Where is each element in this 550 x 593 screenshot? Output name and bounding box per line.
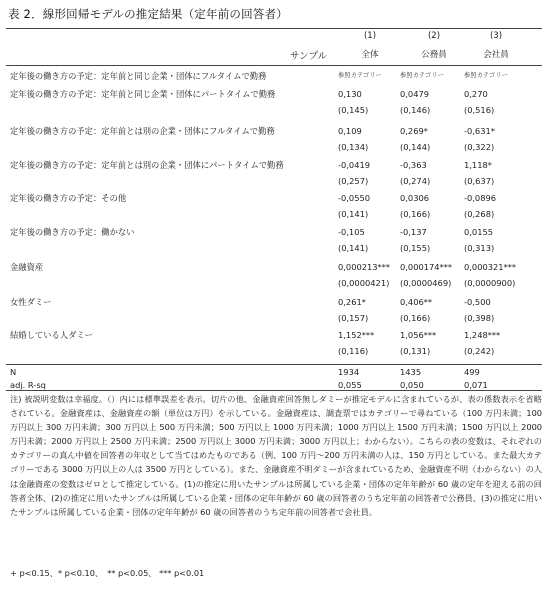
table-title: 表 2．線形回帰モデルの推定結果（定年前の回答者） — [8, 7, 288, 21]
row-label: 金融資産 — [10, 262, 44, 272]
standard-error-cell: (0,0000469) — [400, 278, 452, 288]
table-top-rule — [6, 28, 542, 29]
standard-error-cell: (0,322) — [464, 142, 495, 152]
standard-error-cell: (0,274) — [400, 176, 431, 186]
col-number-2: (2) — [427, 31, 441, 41]
standard-error-cell: (0,134) — [338, 142, 369, 152]
coefficient-cell: 0,130 — [338, 89, 362, 99]
standard-error-cell: (0,637) — [464, 176, 495, 186]
standard-error-cell: (0,116) — [338, 346, 369, 356]
stat-value-cell: 1435 — [400, 367, 422, 377]
stat-label: adj. R-sq — [10, 380, 46, 390]
coefficient-cell: 0,0306 — [400, 193, 430, 203]
standard-error-cell: (0,145) — [338, 105, 369, 115]
coefficient-cell: 0,270 — [464, 89, 488, 99]
coefficient-cell: 0,000321*** — [464, 262, 517, 272]
col-number-3: (3) — [489, 31, 503, 41]
row-label: 定年後の働き方の予定：働かない — [10, 227, 135, 237]
coefficient-cell: 0,269* — [400, 126, 428, 136]
stat-value-cell: 0,050 — [400, 380, 424, 390]
coefficient-cell: 1,118* — [464, 160, 492, 170]
stat-value-cell: 0,055 — [338, 380, 362, 390]
coefficient-cell: 1,152*** — [338, 330, 375, 340]
coefficient-cell: 0,109 — [338, 126, 362, 136]
standard-error-cell: (0,131) — [400, 346, 431, 356]
standard-error-cell: (0,268) — [464, 209, 495, 219]
coefficient-cell: 0,0155 — [464, 227, 494, 237]
reference-category-cell: 参照カテゴリー — [338, 72, 382, 79]
row-label: 定年後の働き方の予定：定年前とは別の企業・団体にパートタイムで勤務 — [10, 160, 284, 170]
sample-header-label: サンプル — [290, 51, 328, 62]
stats-rule — [6, 364, 542, 365]
standard-error-cell: (0,146) — [400, 105, 431, 115]
significance-legend: + p<0.15、* p<0.10、 ** p<0.05、 *** p<0.01 — [10, 568, 205, 578]
coefficient-cell: 1,248*** — [464, 330, 501, 340]
coefficient-cell: 0,406** — [400, 297, 433, 307]
coefficient-cell: -0,0896 — [464, 193, 497, 203]
coefficient-cell: -0,363 — [400, 160, 427, 170]
standard-error-cell: (0,157) — [338, 313, 369, 323]
reference-category-cell: 参照カテゴリー — [400, 72, 444, 79]
standard-error-cell: (0,242) — [464, 346, 495, 356]
standard-error-cell: (0,257) — [338, 176, 369, 186]
coefficient-cell: 0,0479 — [400, 89, 430, 99]
row-label: 定年後の働き方の予定：その他 — [10, 193, 127, 203]
row-label: 女性ダミー — [10, 297, 52, 307]
table-bottom-rule — [6, 390, 542, 391]
col-name-1: 全体 — [361, 50, 379, 60]
coefficient-cell: -0,0419 — [338, 160, 371, 170]
row-label: 定年後の働き方の予定：定年前と同じ企業・団体にパートタイムで勤務 — [10, 89, 276, 99]
coefficient-cell: -0,105 — [338, 227, 365, 237]
coefficient-cell: -0,631* — [464, 126, 495, 136]
standard-error-cell: (0,0000900) — [464, 278, 516, 288]
row-label: 結婚している人ダミー — [10, 330, 93, 340]
standard-error-cell: (0,141) — [338, 209, 369, 219]
coefficient-cell: 0,000213*** — [338, 262, 391, 272]
stat-label: N — [10, 367, 17, 377]
row-label: 定年後の働き方の予定：定年前とは別の企業・団体にフルタイムで勤務 — [10, 126, 275, 136]
standard-error-cell: (0,516) — [464, 105, 495, 115]
coefficient-cell: 1,056*** — [400, 330, 437, 340]
header-rule — [6, 65, 542, 66]
coefficient-cell: -0,500 — [464, 297, 491, 307]
coefficient-cell: 0,000174*** — [400, 262, 453, 272]
stat-value-cell: 0,071 — [464, 380, 488, 390]
col-name-2: 公務員 — [421, 50, 447, 60]
table-note: 注) 被説明変数は幸福度。（）内には標準誤差を表示。切片の他、金融資産回答無しダミーが推定モデルに含まれているが、表の係数表示を省略されている。金融資産は、金融資産の額（単位は万円）を示している。金融資産は、調査票ではカテゴリーで尋ねている（100 万円未満；100 万円以上 300 万円未満；300 万円以上 500 万円未満；500 万円以上 1000 万円未満；1000 万円以上 1500 万円未満；1500 万円以上 2000 万円未満；2000 万円以上 2500 万円未満；2500 万円以上 3000 万円未満；3000 万円以上；わからない）。こちらの表の変数は、それぞれのカテゴリーの真ん中値を回答者の年収として当てはめたものである（例、100 万円～200 万円未満の人は、150 万円としている。また最大カテゴリーである 3000 万円以上の人は 3500 万円としている）。また、金融資産不明ダミーが含まれているため、金融資産不明（わからない）の人は金融資産の変数はゼロとして推定している。(1)の推定に用いたサンプルは所属している企業・団体の定年年齢が 60 歳の定年を迎える前の回答者全体、(2)の推定に用いたサンプルは所属している企業・団体の定年年齢が 60 歳の回答者のうち定年前の回答者で公務員、(3)の推定に用いたサンプルは所属している企業・団体の定年年齢が 60 歳の回答者のうち定年前の回答者で会社員。 — [10, 394, 542, 517]
coefficient-cell: 0,261* — [338, 297, 366, 307]
row-label: 定年後の働き方の予定：定年前と同じ企業・団体にフルタイムで勤務 — [10, 71, 267, 81]
standard-error-cell: (0,313) — [464, 243, 495, 253]
standard-error-cell: (0,141) — [338, 243, 369, 253]
coefficient-cell: -0,137 — [400, 227, 427, 237]
standard-error-cell: (0,155) — [400, 243, 431, 253]
standard-error-cell: (0,144) — [400, 142, 431, 152]
coefficient-cell: -0,0550 — [338, 193, 371, 203]
standard-error-cell: (0,166) — [400, 313, 431, 323]
standard-error-cell: (0,398) — [464, 313, 495, 323]
stat-value-cell: 1934 — [338, 367, 360, 377]
col-name-3: 会社員 — [483, 50, 509, 60]
stat-value-cell: 499 — [464, 367, 480, 377]
standard-error-cell: (0,166) — [400, 209, 431, 219]
col-number-1: (1) — [363, 31, 377, 41]
standard-error-cell: (0,0000421) — [338, 278, 390, 288]
reference-category-cell: 参照カテゴリー — [464, 72, 508, 79]
